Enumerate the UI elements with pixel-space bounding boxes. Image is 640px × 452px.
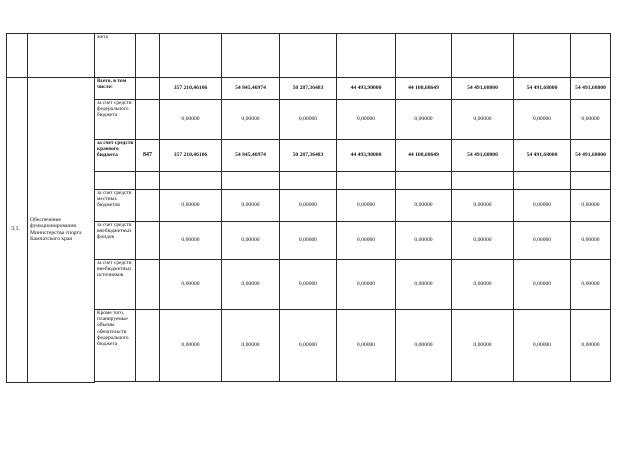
value-cell: 0,00000 — [222, 310, 280, 382]
category-cell: за счет средств местных бюджетов — [95, 190, 136, 222]
value-cell: 357 210,46106 — [160, 78, 222, 100]
budget-code: 847 — [136, 140, 160, 172]
value-cell: 0,00000 — [160, 190, 222, 222]
value-cell: 0,00000 — [452, 100, 514, 140]
table-row — [7, 222, 611, 260]
value-cell: 0,00000 — [396, 190, 452, 222]
table-row-empty — [7, 172, 611, 190]
table-row — [7, 190, 611, 222]
value-cell: 0,00000 — [222, 260, 280, 310]
table-row-spacer — [7, 382, 611, 383]
value-cell: 44 108,68649 — [396, 140, 452, 172]
value-cell: 54 491,68000 — [571, 78, 611, 100]
value-cell: 44 493,90000 — [337, 140, 396, 172]
value-cell: 0,00000 — [160, 310, 222, 382]
value-cell: 0,00000 — [571, 310, 611, 382]
budget-table — [6, 33, 611, 383]
table-row — [7, 260, 611, 310]
table-row-total — [7, 78, 611, 100]
value-cell: 0,00000 — [280, 260, 337, 310]
value-cell: 0,00000 — [160, 222, 222, 260]
value-cell: 0,00000 — [514, 310, 571, 382]
value-cell: 54 845,46974 — [222, 78, 280, 100]
category-cell: за счет средств внебюджетных фондов — [95, 222, 136, 260]
value-cell: 0,00000 — [571, 100, 611, 140]
value-cell: 0,00000 — [337, 222, 396, 260]
category-cell: за счет средств федерального бюджета — [95, 100, 136, 140]
table-row-regional — [7, 140, 611, 172]
value-cell: 0,00000 — [280, 310, 337, 382]
value-cell: 0,00000 — [396, 310, 452, 382]
value-cell: 0,00000 — [452, 190, 514, 222]
value-cell: 0,00000 — [571, 260, 611, 310]
category-cell: жета — [95, 34, 136, 78]
row-label: Обеспечение функционирования Министерства спорта Камчатского края — [28, 78, 95, 383]
value-cell: 0,00000 — [160, 260, 222, 310]
value-cell: 54 491,68000 — [571, 140, 611, 172]
value-cell: 0,00000 — [222, 222, 280, 260]
value-cell: 50 287,36483 — [280, 78, 337, 100]
value-cell: 0,00000 — [396, 222, 452, 260]
value-cell: 0,00000 — [222, 100, 280, 140]
value-cell: 0,00000 — [396, 260, 452, 310]
value-cell: 0,00000 — [337, 100, 396, 140]
value-cell: 357 210,46106 — [160, 140, 222, 172]
value-cell: 54 491,68000 — [514, 140, 571, 172]
value-cell: 0,00000 — [571, 190, 611, 222]
value-cell: 54 491,68000 — [514, 78, 571, 100]
value-cell: 0,00000 — [452, 310, 514, 382]
value-cell: 0,00000 — [337, 190, 396, 222]
value-cell: 54 491,68000 — [452, 78, 514, 100]
value-cell: 0,00000 — [514, 222, 571, 260]
value-cell: 0,00000 — [337, 260, 396, 310]
value-cell: 0,00000 — [280, 100, 337, 140]
value-cell: 0,00000 — [452, 222, 514, 260]
value-cell: 54 491,68000 — [452, 140, 514, 172]
table-row — [7, 310, 611, 382]
table-row — [7, 100, 611, 140]
category-cell: за счет средств краевого бюджета — [95, 140, 136, 172]
value-cell: 0,00000 — [280, 190, 337, 222]
value-cell: 44 493,90000 — [337, 78, 396, 100]
category-cell: Кроме того, планируемые объемы обязательств федерального бюджета — [95, 310, 136, 382]
category-cell: за счет средств внебюджетных источников — [95, 260, 136, 310]
value-cell: 0,00000 — [514, 260, 571, 310]
value-cell: 44 108,68649 — [396, 78, 452, 100]
value-cell: 0,00000 — [337, 310, 396, 382]
value-cell: 0,00000 — [571, 222, 611, 260]
value-cell: 0,00000 — [160, 100, 222, 140]
value-cell: 0,00000 — [514, 100, 571, 140]
value-cell: 50 287,36483 — [280, 140, 337, 172]
category-cell: Всего, в том числе: — [95, 78, 136, 100]
value-cell: 0,00000 — [514, 190, 571, 222]
table-row-top-fragment — [7, 34, 611, 78]
value-cell: 0,00000 — [222, 190, 280, 222]
row-number: 3.1. — [7, 78, 28, 383]
value-cell: 54 845,46974 — [222, 140, 280, 172]
value-cell: 0,00000 — [452, 260, 514, 310]
value-cell: 0,00000 — [396, 100, 452, 140]
value-cell: 0,00000 — [280, 222, 337, 260]
